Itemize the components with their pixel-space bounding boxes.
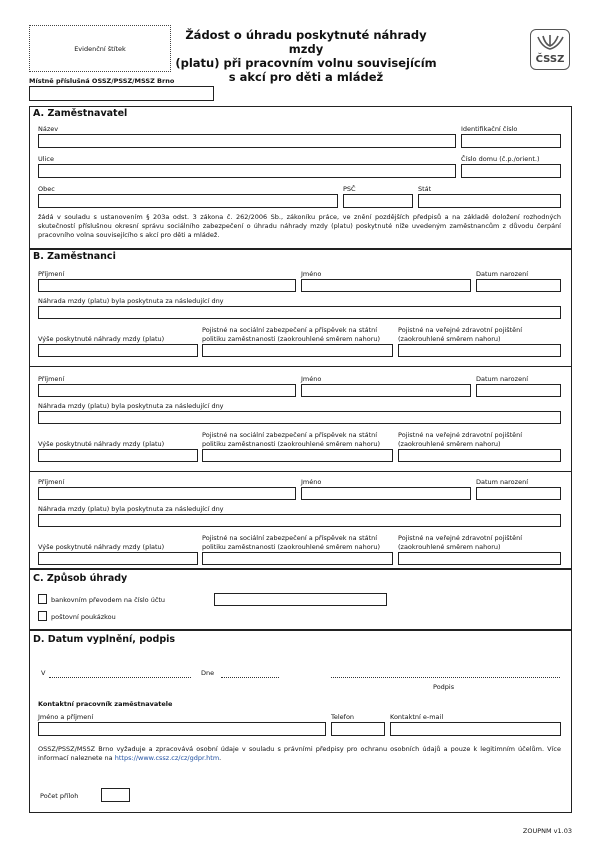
zip-input[interactable] <box>343 194 413 208</box>
contact-name-input[interactable] <box>38 722 326 736</box>
country-label: Stát <box>418 185 432 193</box>
employee-3-health-label-line-2: (zaokrouhlené směrem nahoru) <box>398 542 501 551</box>
employee-separator <box>30 366 571 367</box>
place-label: V <box>41 669 46 677</box>
house-number-label: Číslo domu (č.p./orient.) <box>461 155 540 163</box>
employee-3-days-label: Náhrada mzdy (platu) byla poskytnuta za následující dny <box>38 505 224 513</box>
employee-1-days-input[interactable] <box>38 306 561 319</box>
employee-1-health-label-line-1: Pojistné na veřejné zdravotní pojištění <box>398 326 523 334</box>
employee-2-social-label-line-2: politiku zaměstnanosti (zaokrouhlené směrem nahoru) <box>202 439 381 448</box>
employee-3-surname-input[interactable] <box>38 487 296 500</box>
employee-3-social-input[interactable] <box>202 552 393 565</box>
bank-transfer-label: bankovním převodem na číslo účtu <box>51 596 166 604</box>
title-line-1: Žádost o úhradu poskytnuté náhrady mzdy <box>185 28 427 56</box>
postal-order-label: poštovní poukázkou <box>51 613 116 621</box>
employee-3-social-label <box>202 534 380 551</box>
employee-3-amount-input[interactable] <box>38 552 198 565</box>
employee-1-social-input[interactable] <box>202 344 393 357</box>
employee-1-days-label: Náhrada mzdy (platu) byla poskytnuta za následující dny <box>38 297 224 305</box>
employee-separator <box>30 471 571 472</box>
employee-2-social-label <box>202 431 380 448</box>
cssz-logo <box>530 29 570 70</box>
logo-text: ČSSZ <box>535 54 565 65</box>
attachments-input[interactable] <box>101 788 130 802</box>
employee-1-amount-input[interactable] <box>38 344 198 357</box>
zip-label: PSČ <box>343 185 356 193</box>
employee-1-firstname-input[interactable] <box>301 279 471 292</box>
postal-order-checkbox[interactable] <box>38 611 47 621</box>
employee-2-health-label <box>398 431 522 448</box>
employee-3-days-input[interactable] <box>38 514 561 527</box>
employee-1-health-label <box>398 326 522 343</box>
ico-label: Identifikační číslo <box>461 125 518 133</box>
employee-1-surname-label: Příjmení <box>38 270 65 278</box>
employee-3-amount-label: Výše poskytnuté náhrady mzdy (platu) <box>38 543 165 551</box>
employee-1-health-input[interactable] <box>398 344 561 357</box>
employee-2-surname-input[interactable] <box>38 384 296 397</box>
employee-2-dob-input[interactable] <box>476 384 561 397</box>
date-label: Dne <box>201 669 215 677</box>
house-number-input[interactable] <box>461 164 561 178</box>
employee-2-amount-label: Výše poskytnuté náhrady mzdy (platu) <box>38 440 165 448</box>
contact-phone-input[interactable] <box>331 722 385 736</box>
section-b-heading: B. Zaměstnanci <box>33 251 116 262</box>
employee-3-social-label-line-1: Pojistné na sociální zabezpečení a příspěvek na státní <box>202 534 378 542</box>
employee-2-health-label-line-1: Pojistné na veřejné zdravotní pojištění <box>398 431 523 439</box>
country-input[interactable] <box>418 194 561 208</box>
city-input[interactable] <box>38 194 338 208</box>
employee-1-social-label <box>202 326 380 343</box>
employee-2-health-label-line-2: (zaokrouhlené směrem nahoru) <box>398 439 501 448</box>
contact-phone-label: Telefon <box>331 713 355 721</box>
employee-3-dob-label: Datum narození <box>476 478 528 486</box>
employee-1-social-label-line-1: Pojistné na sociální zabezpečení a příspěvek na státní <box>202 326 378 334</box>
cssz-logo-icon <box>532 33 569 53</box>
gdpr-text: OSSZ/PSSZ/MSSZ Brno vyžaduje a zpracovává osobní údaje v souladu s právními předpisy pro ochranu osobních údajů a pouze k legitimním účelům. Více informací naleznete na <box>38 745 561 762</box>
employee-3-firstname-label: Jméno <box>301 478 322 486</box>
employee-3-surname-label: Příjmení <box>38 478 65 486</box>
sticker-box <box>29 25 171 72</box>
form-title <box>168 28 444 84</box>
form-code: ZOUPNM v1.03 <box>522 827 572 835</box>
gdpr-notice <box>38 745 561 763</box>
employer-statement: žádá v souladu s ustanovením § 203a odst. 3 zákona č. 262/2006 Sb., zákoníku práce, ve znění pozdějších předpisů a na základě doložení rozhodných skutečností příslušnou okresní správu sociálního zabezpečení o úhradu náhrady mzdy (platu) poskytnuté níže uvedeným zaměstnancům z důvodu čerpání pracovního volna souvisejícího s akcí pro děti a mládež. <box>38 213 561 239</box>
employee-1-health-label-line-2: (zaokrouhlené směrem nahoru) <box>398 334 501 343</box>
employee-2-days-label: Náhrada mzdy (platu) byla poskytnuta za následující dny <box>38 402 224 410</box>
bank-transfer-checkbox[interactable] <box>38 594 47 604</box>
contact-heading: Kontaktní pracovník zaměstnavatele <box>38 700 173 708</box>
employee-1-surname-input[interactable] <box>38 279 296 292</box>
employee-2-firstname-input[interactable] <box>301 384 471 397</box>
account-number-input[interactable] <box>214 593 387 606</box>
street-label: Ulice <box>38 155 54 163</box>
section-d-heading: D. Datum vyplnění, podpis <box>33 634 176 645</box>
employee-3-health-label-line-1: Pojistné na veřejné zdravotní pojištění <box>398 534 523 542</box>
signature-label: Podpis <box>433 683 455 691</box>
date-line[interactable] <box>221 677 279 678</box>
title-line-2: (platu) při pracovním volnu souvisejícím <box>175 56 437 70</box>
contact-email-input[interactable] <box>390 722 561 736</box>
employee-1-dob-label: Datum narození <box>476 270 528 278</box>
employee-2-health-input[interactable] <box>398 449 561 462</box>
employee-1-amount-label: Výše poskytnuté náhrady mzdy (platu) <box>38 335 165 343</box>
employee-2-amount-input[interactable] <box>38 449 198 462</box>
employee-1-social-label-line-2: politiku zaměstnanosti (zaokrouhlené směrem nahoru) <box>202 334 381 343</box>
employee-2-firstname-label: Jméno <box>301 375 322 383</box>
employer-name-input[interactable] <box>38 134 456 148</box>
ico-input[interactable] <box>461 134 561 148</box>
attachments-label: Počet příloh <box>40 792 79 800</box>
local-office-label: Místně příslušná OSSZ/PSSZ/MSSZ Brno <box>29 77 175 85</box>
employee-2-dob-label: Datum narození <box>476 375 528 383</box>
contact-name-label: Jméno a příjmení <box>38 713 94 721</box>
employee-3-social-label-line-2: politiku zaměstnanosti (zaokrouhlené směrem nahoru) <box>202 542 381 551</box>
employee-2-social-label-line-1: Pojistné na sociální zabezpečení a příspěvek na státní <box>202 431 378 439</box>
section-a-heading: A. Zaměstnavatel <box>33 108 128 119</box>
employee-1-firstname-label: Jméno <box>301 270 322 278</box>
local-office-input[interactable] <box>29 86 214 101</box>
contact-email-label: Kontaktní e-mail <box>390 713 444 721</box>
gdpr-link[interactable]: https://www.cssz.cz/cz/gdpr.htm <box>114 754 220 762</box>
city-label: Obec <box>38 185 55 193</box>
place-line[interactable] <box>49 677 191 678</box>
gdpr-suffix: . <box>219 754 222 762</box>
employee-1-dob-input[interactable] <box>476 279 561 292</box>
section-c-heading: C. Způsob úhrady <box>33 573 128 584</box>
employee-3-firstname-input[interactable] <box>301 487 471 500</box>
street-input[interactable] <box>38 164 456 178</box>
employer-name-label: Název <box>38 125 59 133</box>
employee-3-dob-input[interactable] <box>476 487 561 500</box>
employee-2-days-input[interactable] <box>38 411 561 424</box>
title-line-3: s akcí pro děti a mládež <box>228 70 384 84</box>
employee-3-health-input[interactable] <box>398 552 561 565</box>
employee-2-social-input[interactable] <box>202 449 393 462</box>
employee-3-health-label <box>398 534 522 551</box>
employee-2-surname-label: Příjmení <box>38 375 65 383</box>
signature-line[interactable] <box>331 677 560 678</box>
sticker-label: Evidenční štítek <box>74 45 126 53</box>
